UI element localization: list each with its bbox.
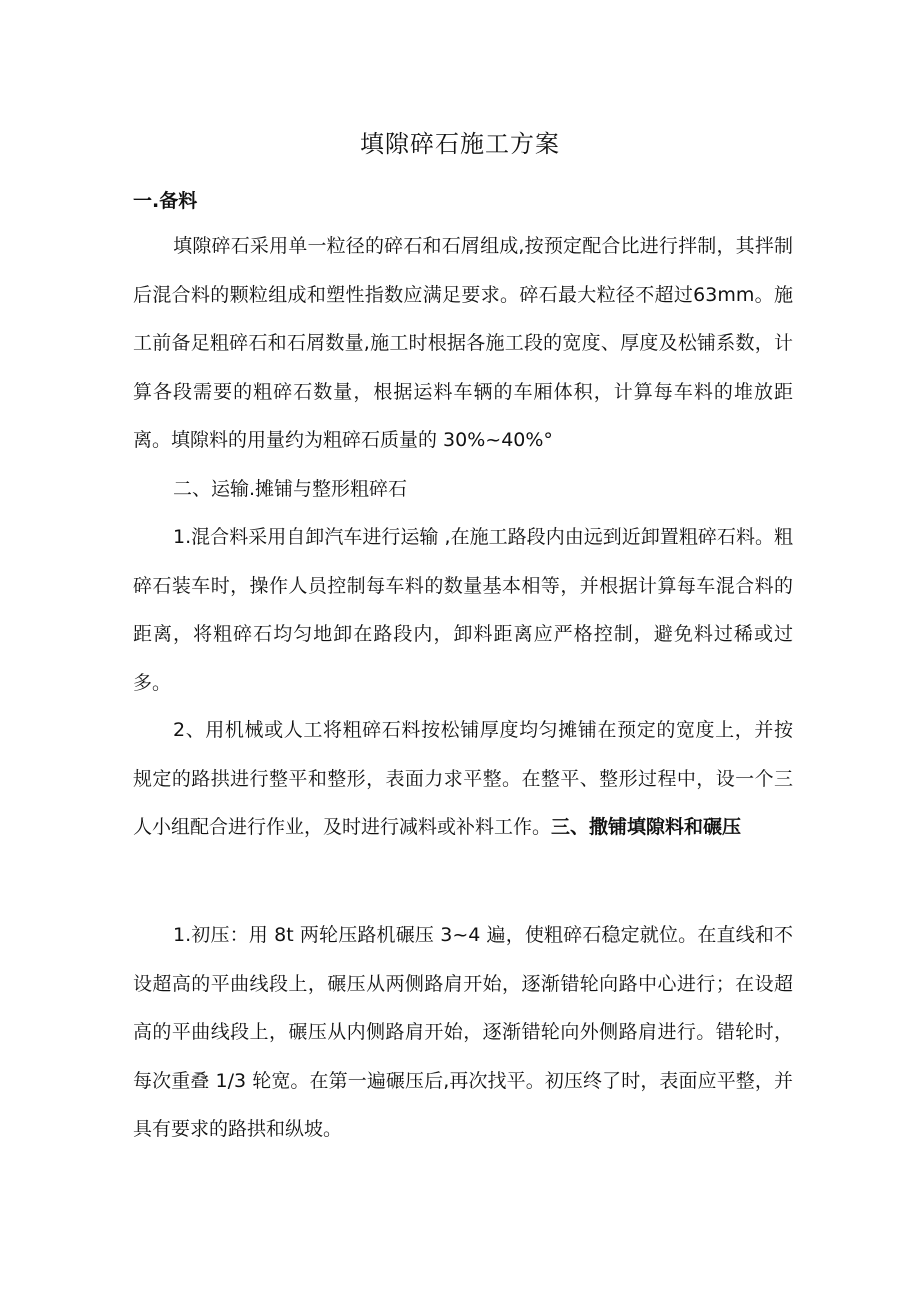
paragraph-materials <box>133 222 793 465</box>
paragraph-transport <box>133 513 793 707</box>
section-heading-transport-text: 二、运输.摊铺与整形粗碎石 <box>173 478 408 500</box>
document-title: 填隙碎石施工方案 <box>360 130 560 158</box>
paragraph-transport-text: 1.混合料采用自卸汽车进行运输 ,在施工路段内由远到近卸置粗碎石料。粗碎石装车时，操作人员控制每车料的数量基本相等，并根据计算每车混合料的距离，将粗碎石均匀地卸在路段内，卸料距离应严格控制，避免料过稀或过多。 <box>133 526 793 694</box>
paragraph-spreading-text: 2、用机械或人工将粗碎石料按松铺厚度均匀摊铺在预定的宽度上，并按规定的路拱进行整平和整形，表面力求平整。在整平、整形过程中，设一个三人小组配合进行作业，及时进行减料或补料工作。 <box>133 719 793 838</box>
section-heading-compaction: 三、撒铺填隙料和碾压 <box>551 816 742 838</box>
paragraph-spreading <box>133 706 793 852</box>
paragraph-materials-text: 填隙碎石采用单一粒径的碎石和石屑组成,按预定配合比进行拌制，其拌制后混合料的颗粒组成和塑性指数应满足要求。碎石最大粒径不超过63mm。施工前备足粗碎石和石屑数量,施工时根据各施工段的宽度、厚度及松铺系数，计算各段需要的粗碎石数量，根据运料车辆的车厢体积，计算每车料的堆放距离。填隙料的用量约为粗碎石质量的 30%~40%° <box>133 235 793 451</box>
section-heading-transport <box>133 465 793 514</box>
section-heading-materials: 一.备料 <box>133 190 198 212</box>
paragraph-initial-compaction-text: 1.初压：用 8t 两轮压路机碾压 3~4 遍，使粗碎石稳定就位。在直线和不设超高的平曲线段上，碾压从两侧路肩开始，逐渐错轮向路中心进行；在设超高的平曲线段上，碾压从内侧路肩开始，逐渐错轮向外侧路肩进行。错轮时，每次重叠 1/3 轮宽。在第一遍碾压后,再次找平。初压终了时，表面应平整，并具有要求的路拱和纵坡。 <box>133 924 793 1140</box>
paragraph-initial-compaction <box>133 911 793 1154</box>
